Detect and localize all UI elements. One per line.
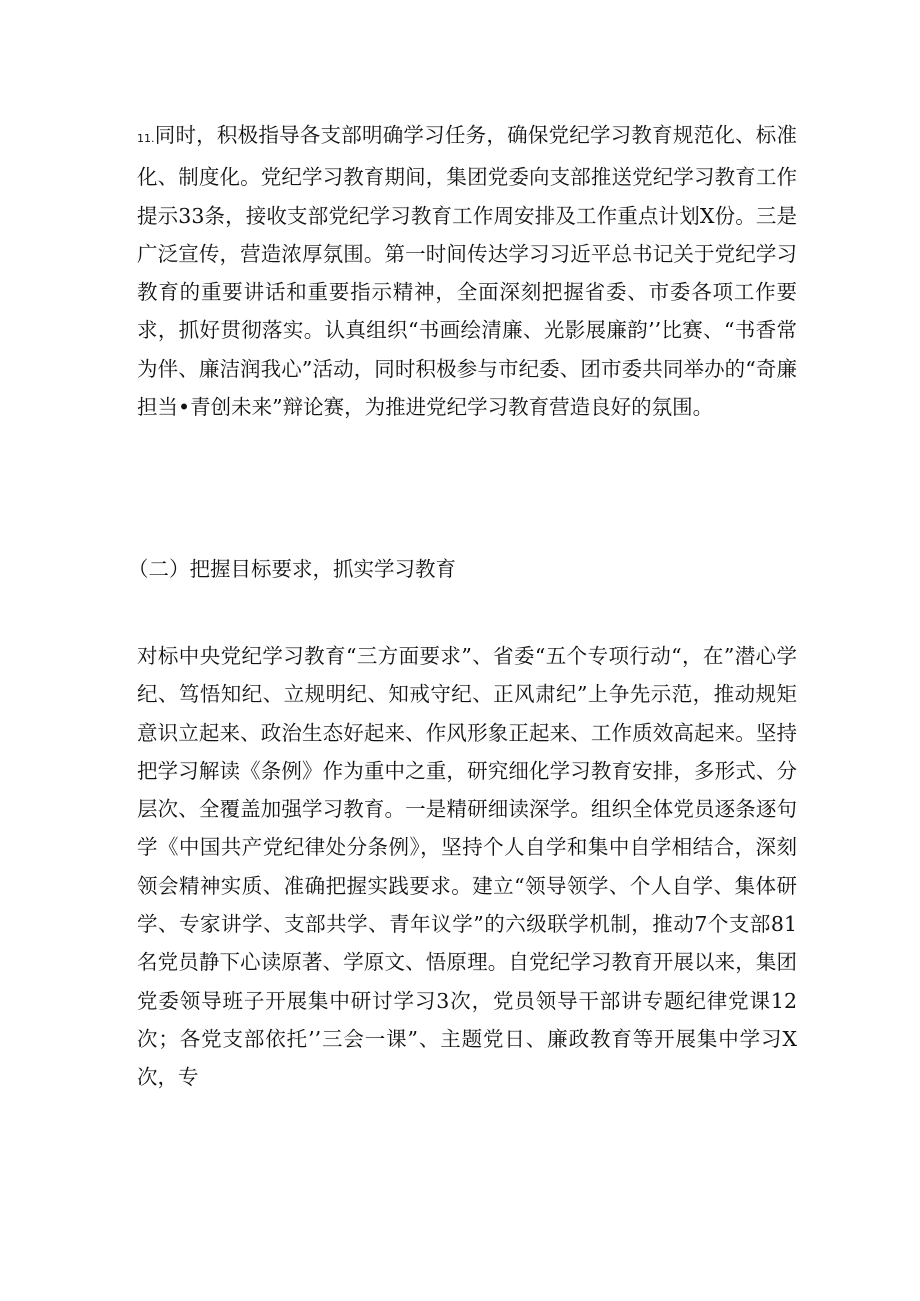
section-heading: （二）把握目标要求，抓实学习教育 [128, 557, 456, 581]
paragraph-1 [137, 116, 797, 426]
paragraph-2: 对标中央党纪学习教育“三方面要求”、省委“五个专项行动“，在”潜心学纪、笃悟知纪、立规明纪、知戒守纪、正风肃纪”上争先示范，推动规矩意识立起来、政治生态好起来、作风形象正起来、工作质效高起来。坚持把学习解读《条例》作为重中之重，研究细化学习教育安排，多形式、分层次、全覆盖加强学习教育。一是精研细读深学。组织全体党员逐条逐句学《中国共产党纪律处分条例》，坚持个人自学和集中自学相结合，深刻领会精神实质、准确把握实践要求。建立“领导领学、个人自学、集体研学、专家讲学、支部共学、青年议学”的六级联学机制，推动7个支部81名党员静下心读原著、学原文、悟原理。自党纪学习教育开展以来，集团党委领导班子开展集中研讨学习3次，党员领导干部讲专题纪律党课12次；各党支部依托’’三会一课”、主题党日、廉政教育等开展集中学习X次，专 [137, 644, 797, 1090]
paragraph-marker: 11. [137, 132, 155, 145]
paragraph-1-text: 同时，积极指导各支部明确学习任务，确保党纪学习教育规范化、标准化、制度化。党纪学习教育期间，集团党委向支部推送党纪学习教育工作提示33条，接收支部党纪学习教育工作周安排及工作重点计划X份。三是广泛宣传，营造浓厚氛围。第一时间传达学习习近平总书记关于党纪学习教育的重要讲话和重要指示精神，全面深刻把握省委、市委各项工作要求，抓好贯彻落实。认真组织“书画绘清廉、光影展廉韵’’比赛、“书香常为伴、廉洁润我心”活动，同时积极参与市纪委、团市委共同举办的“奇廉担当•青创未来”辩论赛，为推进党纪学习教育营造良好的氛围。 [137, 123, 797, 420]
